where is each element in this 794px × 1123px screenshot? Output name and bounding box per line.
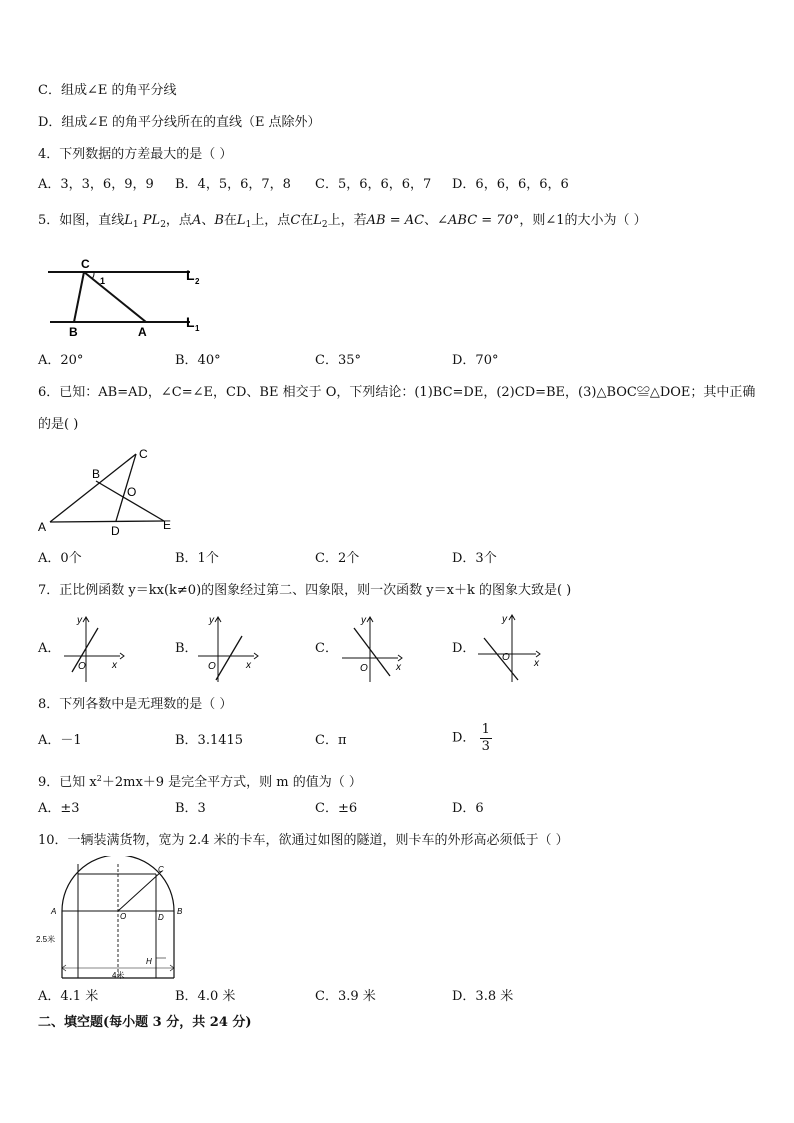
q3-option-d: D．组成∠E 的角平分线所在的直线（E 点除外） [38, 115, 321, 130]
q10-tunnel-figure [34, 856, 194, 986]
q10-stem: 10．一辆装满货物，宽为 2.4 米的卡车，欲通过如图的隧道，则卡车的外形高必须低于（ ） [38, 833, 569, 848]
svg-text:y: y [209, 615, 214, 626]
q10-option-c: C．3.9 米 [315, 989, 376, 1004]
q6-option-a: A．0个 [38, 551, 82, 566]
svg-text:O: O [208, 661, 216, 672]
svg-text:O: O [360, 663, 368, 674]
q5-stem: 5．如图，直线$L_1$ $PL_2$，点A、B在$L_1$上，点C在$L_2$上，若AB = AC、∠ABC = 70°，则∠1的大小为（ ） [38, 213, 647, 230]
q9-option-a: A．±3 [38, 801, 80, 816]
q4-option-a: A．3，3，6，9，9 [38, 177, 154, 192]
svg-text:O: O [502, 652, 510, 663]
q4-option-d: D．6，6，6，6，6 [452, 177, 569, 192]
q5-label-l1: L [186, 314, 195, 330]
svg-text:C: C [158, 865, 164, 874]
section-2-heading: 二、填空题(每小题 3 分，共 24 分) [38, 1015, 252, 1030]
q8-option-d: D． $\frac{1}{3}$ [452, 722, 490, 754]
svg-text:2.5米: 2.5米 [36, 935, 56, 944]
q6-option-c: C．2个 [315, 551, 360, 566]
q9-stem: 9．已知 $x^2+2mx+9$ 是完全平方式，则 m 的值为（ ） [38, 774, 362, 790]
q7-stem: 7．正比例函数 y＝kx(k≠0)的图象经过第二、四象限，则一次函数 y＝x＋k 的图象大致是( ) [38, 583, 572, 598]
q5-label-1: 1 [100, 276, 106, 286]
q8-option-b: B．3.1415 [175, 733, 244, 748]
q10-option-d: D．3.8 米 [452, 989, 514, 1004]
svg-text:y: y [502, 614, 507, 625]
q7-graph-c [340, 612, 408, 684]
q6-label-e: E [163, 518, 172, 532]
q7-option-d-label: D． [452, 641, 476, 656]
q9-option-c: C．±6 [315, 801, 358, 816]
q8-stem: 8．下列各数中是无理数的是（ ） [38, 697, 233, 712]
q9-option-d: D．6 [452, 801, 484, 816]
q7-graph-d [476, 612, 548, 686]
svg-text:y: y [361, 615, 366, 626]
svg-text:D: D [158, 913, 164, 922]
q5-option-b: B．40° [175, 353, 221, 368]
q3-option-c: C．组成∠E 的角平分线 [38, 83, 177, 98]
q10-option-b: B．4.0 米 [175, 989, 236, 1004]
svg-text:4米: 4米 [112, 971, 125, 980]
svg-text:x: x [396, 662, 401, 673]
q7-option-c-label: C． [315, 641, 338, 656]
q5-label-c: C [81, 257, 90, 271]
q5-label-b: B [69, 325, 78, 339]
q6-label-o: O [127, 485, 137, 499]
svg-text:x: x [246, 660, 251, 671]
q9-option-b: B．3 [175, 801, 206, 816]
q8-fraction: $\frac{1}{3}$ [481, 722, 490, 754]
svg-text:H: H [146, 957, 152, 966]
svg-text:O: O [120, 912, 127, 921]
q4-stem: 4．下列数据的方差最大的是（ ） [38, 147, 233, 162]
svg-text:A: A [51, 907, 57, 916]
q6-figure [36, 444, 186, 540]
q7-graph-a [62, 612, 126, 684]
svg-text:y: y [77, 615, 82, 626]
q5-option-c: C．35° [315, 353, 361, 368]
q6-label-d: D [111, 524, 120, 538]
q5-option-a: A．20° [38, 353, 84, 368]
q8-option-c: C．π [315, 733, 347, 748]
svg-text:x: x [534, 658, 539, 669]
q10-option-a: A．4.1 米 [38, 989, 99, 1004]
q5-figure [40, 252, 230, 342]
q6-label-a: A [38, 520, 47, 534]
q5-label-l1-sub: 1 [195, 324, 200, 333]
svg-text:O: O [78, 661, 86, 672]
q7-option-b-label: B． [175, 641, 198, 656]
q4-option-b: B．4，5，6，7，8 [175, 177, 291, 192]
q5-label-a: A [138, 325, 147, 339]
q6-stem-line2: 的是( ) [38, 417, 79, 432]
q6-option-d: D．3个 [452, 551, 497, 566]
q6-label-c: C [139, 447, 148, 461]
q5-label-l2-sub: 2 [195, 277, 200, 286]
svg-text:x: x [112, 660, 117, 671]
q6-stem-line1: 6．已知：AB=AD，∠C=∠E，CD、BE 相交于 O，下列结论：(1)BC=DE，(2)CD=BE，(3)△BOC≌△DOE；其中正确 [38, 385, 756, 400]
q7-option-a-label: A． [38, 641, 61, 656]
q7-graph-b [196, 612, 260, 684]
q5-label-l2: L [186, 267, 195, 283]
q4-option-c: C．5，6，6，6，7 [315, 177, 432, 192]
q6-option-b: B．1个 [175, 551, 219, 566]
q5-option-d: D．70° [452, 353, 499, 368]
q6-label-b: B [92, 467, 101, 481]
q8-option-a: A．－1 [38, 733, 82, 748]
svg-text:B: B [177, 907, 183, 916]
